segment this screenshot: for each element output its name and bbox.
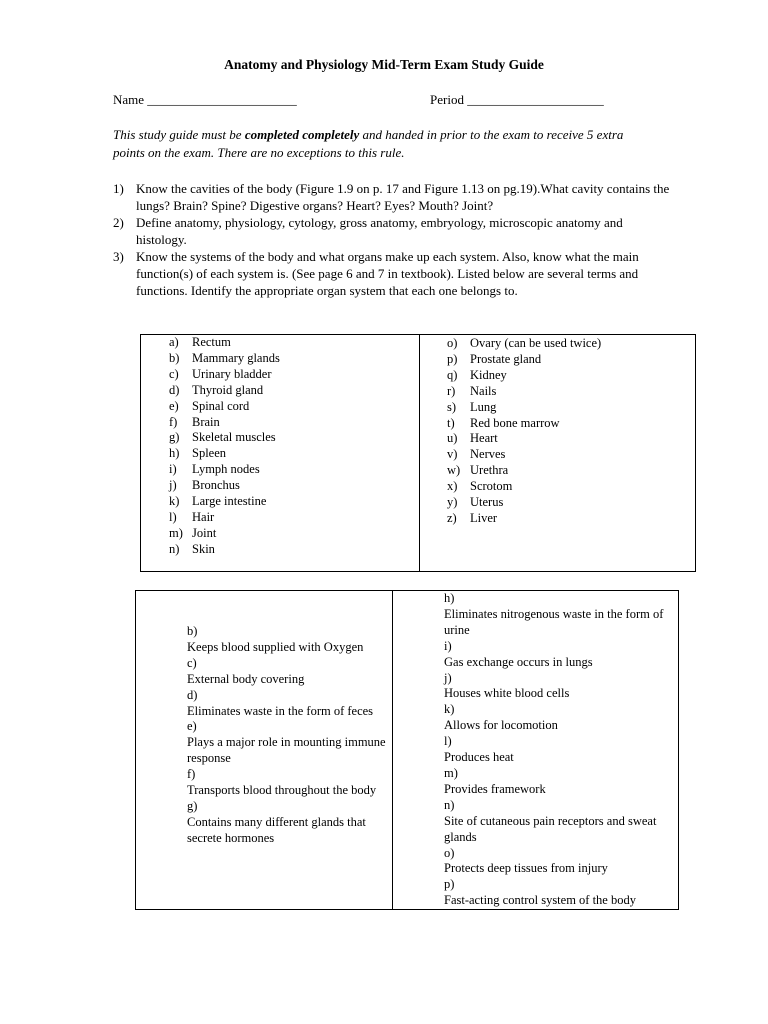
term-letter: t) bbox=[447, 415, 455, 430]
term-item bbox=[169, 399, 280, 415]
term-letter: v) bbox=[447, 447, 458, 462]
functions-column-left bbox=[187, 624, 387, 847]
function-text: Protects deep tissues from injury bbox=[444, 861, 608, 876]
term-item bbox=[447, 352, 601, 368]
question-number: 3) bbox=[113, 249, 124, 264]
function-letter: l) bbox=[444, 734, 452, 749]
function-letter: i) bbox=[444, 638, 452, 653]
term-text: Red bone marrow bbox=[470, 415, 560, 430]
term-item bbox=[169, 478, 280, 494]
term-letter: k) bbox=[169, 494, 180, 509]
term-text: Bronchus bbox=[192, 478, 240, 493]
function-item bbox=[444, 798, 680, 846]
term-letter: q) bbox=[447, 367, 458, 382]
term-letter: h) bbox=[169, 446, 180, 461]
intro-text-before: This study guide must be bbox=[113, 127, 245, 142]
term-letter: i) bbox=[169, 462, 177, 477]
term-item bbox=[447, 368, 601, 384]
term-item bbox=[169, 462, 280, 478]
name-field-label: Name _______________________ bbox=[113, 92, 297, 107]
term-item bbox=[447, 447, 601, 463]
term-letter: g) bbox=[169, 430, 180, 445]
term-text: Spleen bbox=[192, 446, 227, 461]
function-text: Provides framework bbox=[444, 781, 546, 796]
function-letter: d) bbox=[187, 687, 198, 702]
term-text: Kidney bbox=[470, 367, 507, 382]
term-letter: u) bbox=[447, 431, 458, 446]
term-item bbox=[447, 400, 601, 416]
term-text: Liver bbox=[470, 510, 498, 525]
function-text: Keeps blood supplied with Oxygen bbox=[187, 639, 364, 654]
function-letter: m) bbox=[444, 765, 458, 780]
function-item bbox=[444, 877, 680, 909]
term-text: Scrotom bbox=[470, 479, 513, 494]
term-text: Spinal cord bbox=[192, 398, 250, 413]
term-text: Thyroid gland bbox=[192, 382, 264, 397]
function-letter: n) bbox=[444, 797, 455, 812]
term-letter: m) bbox=[169, 525, 183, 540]
function-text: External body covering bbox=[187, 671, 305, 686]
term-text: Rectum bbox=[192, 335, 231, 349]
function-text: Eliminates nitrogenous waste in the form of urine bbox=[444, 606, 664, 637]
term-item bbox=[447, 511, 601, 527]
term-letter: f) bbox=[169, 414, 178, 429]
term-letter: j) bbox=[169, 478, 177, 493]
term-text: Heart bbox=[470, 431, 498, 446]
term-letter: a) bbox=[169, 335, 179, 349]
question-text: Define anatomy, physiology, cytology, gross anatomy, embryology, microscopic anatomy and histology. bbox=[136, 215, 623, 247]
question-item bbox=[113, 248, 673, 299]
function-letter: j) bbox=[444, 670, 452, 685]
column-divider bbox=[419, 335, 420, 571]
function-item bbox=[444, 734, 680, 766]
term-letter: w) bbox=[447, 463, 461, 478]
term-text: Nerves bbox=[470, 447, 506, 462]
term-letter: l) bbox=[169, 509, 177, 524]
term-letter: s) bbox=[447, 399, 457, 414]
function-item bbox=[444, 702, 680, 734]
function-item bbox=[187, 656, 387, 688]
term-item bbox=[169, 367, 280, 383]
term-item bbox=[169, 415, 280, 431]
question-item bbox=[113, 214, 673, 248]
term-item bbox=[447, 495, 601, 511]
intro-text-after: and handed in prior to the exam to receive 5 extra points on the exam. There are no exceptions to this rule. bbox=[113, 127, 624, 160]
term-item bbox=[169, 446, 280, 462]
function-text: Contains many different glands that secrete hormones bbox=[187, 814, 366, 845]
column-divider bbox=[392, 591, 393, 909]
function-letter: k) bbox=[444, 702, 455, 717]
term-text: Ovary (can be used twice) bbox=[470, 336, 602, 350]
term-letter: o) bbox=[447, 336, 458, 350]
term-text: Mammary glands bbox=[192, 350, 280, 365]
term-text: Brain bbox=[192, 414, 220, 429]
term-letter: r) bbox=[447, 383, 456, 398]
function-item bbox=[187, 688, 387, 720]
terms-column-right bbox=[447, 336, 601, 527]
term-letter: y) bbox=[447, 495, 458, 510]
function-item bbox=[187, 767, 387, 799]
term-item bbox=[447, 416, 601, 432]
term-item bbox=[169, 526, 280, 542]
term-letter: x) bbox=[447, 479, 458, 494]
term-item bbox=[169, 542, 280, 558]
term-item bbox=[169, 335, 280, 351]
function-item bbox=[444, 591, 680, 639]
function-text: Houses white blood cells bbox=[444, 686, 570, 701]
function-letter: f) bbox=[187, 767, 196, 782]
function-letter: o) bbox=[444, 845, 455, 860]
function-item bbox=[444, 639, 680, 671]
term-text: Nails bbox=[470, 383, 497, 398]
question-number: 1) bbox=[113, 181, 124, 196]
intro-paragraph bbox=[113, 126, 633, 162]
function-text: Produces heat bbox=[444, 750, 514, 765]
term-text: Joint bbox=[192, 525, 217, 540]
term-item bbox=[169, 351, 280, 367]
function-letter: c) bbox=[187, 655, 197, 670]
term-letter: e) bbox=[169, 398, 179, 413]
function-item bbox=[444, 766, 680, 798]
term-letter: z) bbox=[447, 510, 457, 525]
term-text: Uterus bbox=[470, 495, 504, 510]
function-text: Transports blood throughout the body bbox=[187, 783, 377, 798]
function-letter: g) bbox=[187, 798, 198, 813]
period-field-label: Period _____________________ bbox=[430, 92, 604, 107]
function-item bbox=[187, 799, 387, 847]
question-number: 2) bbox=[113, 215, 124, 230]
term-text: Skeletal muscles bbox=[192, 430, 276, 445]
function-item bbox=[187, 624, 387, 656]
function-item bbox=[187, 719, 387, 767]
terms-column-left bbox=[169, 335, 280, 558]
term-text: Lymph nodes bbox=[192, 462, 260, 477]
function-text: Eliminates waste in the form of feces bbox=[187, 703, 374, 718]
function-text: Site of cutaneous pain receptors and sweat glands bbox=[444, 813, 657, 844]
question-item bbox=[113, 180, 673, 214]
intro-emphasis: completed completely bbox=[244, 127, 360, 142]
term-text: Urinary bladder bbox=[192, 366, 272, 381]
functions-column-right bbox=[444, 591, 680, 909]
term-item bbox=[447, 384, 601, 400]
term-text: Urethra bbox=[470, 463, 509, 478]
term-text: Skin bbox=[192, 541, 215, 556]
term-text: Lung bbox=[470, 399, 497, 414]
term-letter: c) bbox=[169, 366, 179, 381]
function-letter: e) bbox=[187, 719, 197, 734]
term-letter: n) bbox=[169, 541, 180, 556]
document-title: Anatomy and Physiology Mid-Term Exam Study Guide bbox=[224, 57, 544, 72]
term-text: Large intestine bbox=[192, 494, 267, 509]
term-letter: d) bbox=[169, 382, 180, 397]
question-list bbox=[113, 180, 673, 299]
question-text: Know the systems of the body and what organs make up each system. Also, know what the main function(s) of each system is. (See page 6 and 7 in textbook). Listed below are several terms and functions. Identify the appropriate organ system that each one belongs to. bbox=[136, 249, 639, 298]
function-text: Allows for locomotion bbox=[444, 718, 558, 733]
term-letter: b) bbox=[169, 350, 180, 365]
term-item bbox=[169, 510, 280, 526]
terms-table bbox=[140, 334, 696, 572]
term-item bbox=[447, 479, 601, 495]
functions-table bbox=[135, 590, 679, 910]
function-text: Plays a major role in mounting immune response bbox=[187, 735, 386, 766]
term-item bbox=[447, 431, 601, 447]
function-item bbox=[444, 846, 680, 878]
term-item bbox=[169, 430, 280, 446]
question-text: Know the cavities of the body (Figure 1.9 on p. 17 and Figure 1.13 on pg.19).What cavity contains the lungs? Brain? Spine? Digestive organs? Heart? Eyes? Mouth? Joint? bbox=[136, 181, 670, 213]
term-item bbox=[169, 494, 280, 510]
term-text: Hair bbox=[192, 509, 215, 524]
function-item bbox=[444, 671, 680, 703]
term-item bbox=[169, 383, 280, 399]
term-letter: p) bbox=[447, 351, 458, 366]
term-text: Prostate gland bbox=[470, 351, 542, 366]
function-letter: h) bbox=[444, 591, 455, 605]
function-letter: p) bbox=[444, 877, 455, 892]
term-item bbox=[447, 336, 601, 352]
function-letter: b) bbox=[187, 624, 198, 638]
function-text: Fast-acting control system of the body bbox=[444, 893, 636, 908]
function-text: Gas exchange occurs in lungs bbox=[444, 654, 593, 669]
term-item bbox=[447, 463, 601, 479]
